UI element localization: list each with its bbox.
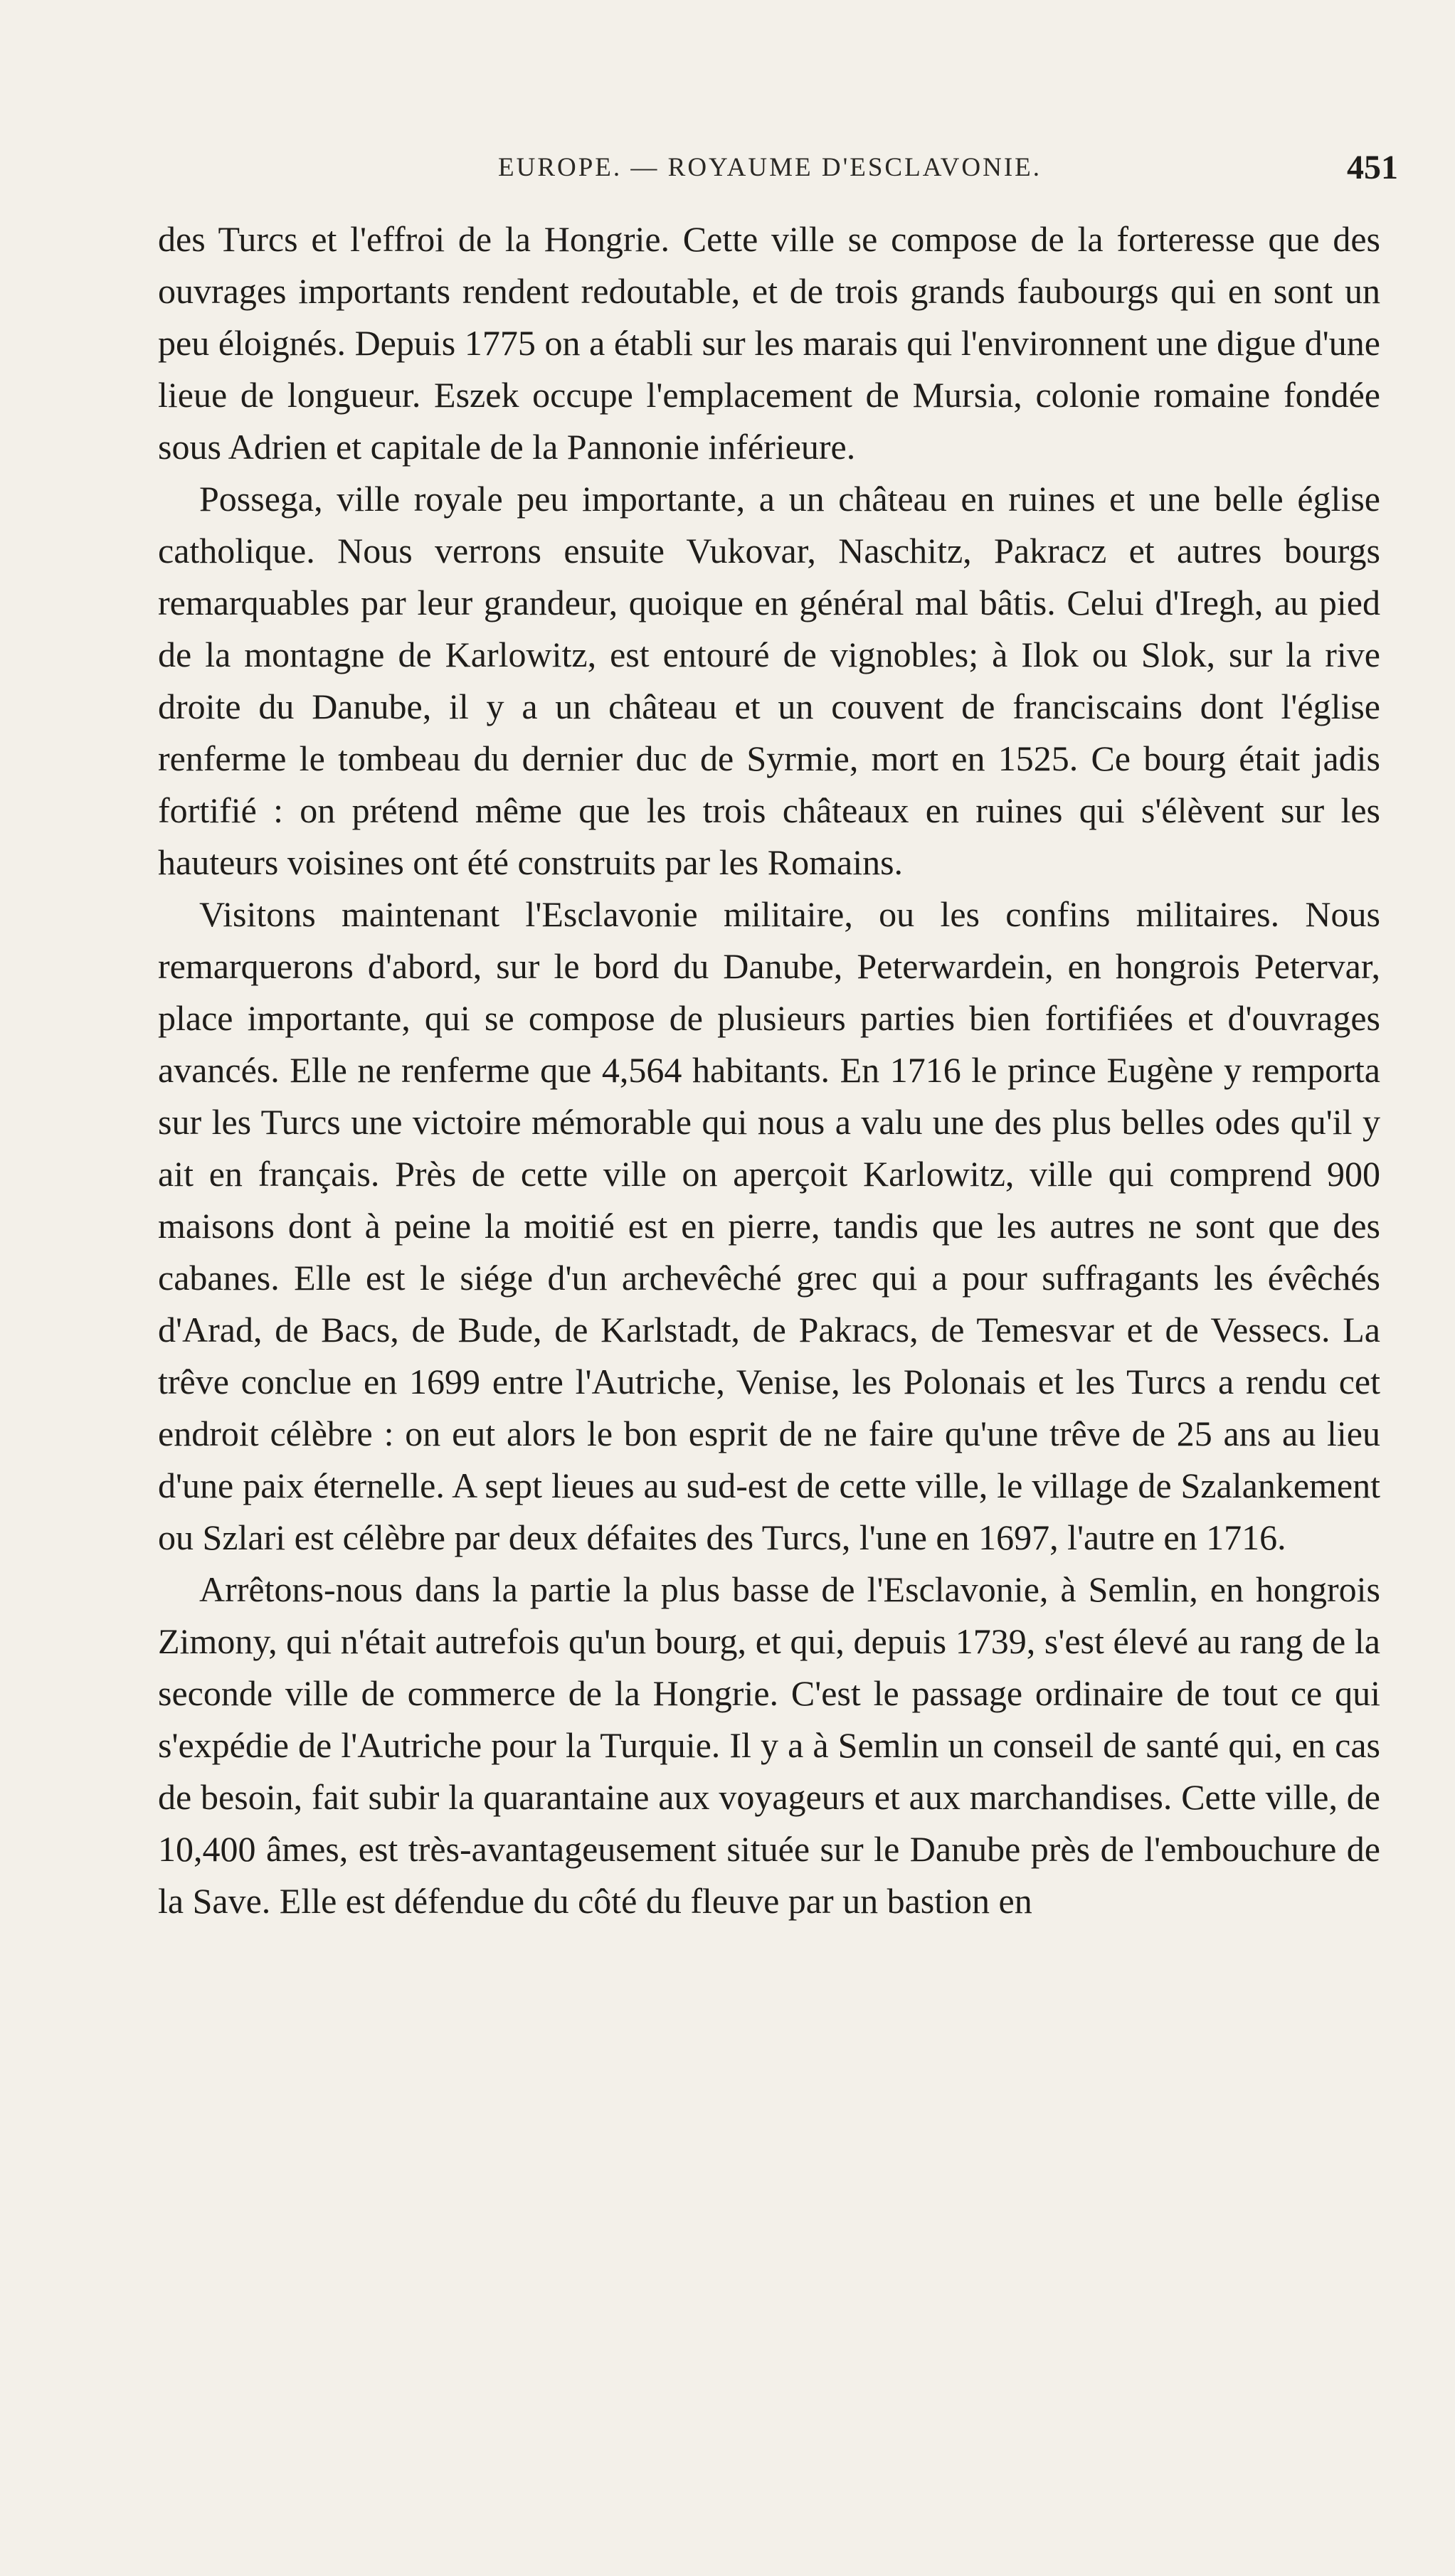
page-number: 451 — [1347, 149, 1398, 186]
page-header — [498, 148, 1398, 194]
paragraph-esclavonie-militaire: Visitons maintenant l'Esclavonie militaire, ou les confins militaires. Nous remarquerons d'abord, sur le bord du Danube, Peterwardein, en hongrois Petervar, place importante, qui se compose de plusieurs parties bien fortifiées et d'ouvrages avancés. Elle ne renferme que 4,564 habitants. En 1716 le prince Eugène y remporta sur les Turcs une victoire mémorable qui nous a valu une des plus belles odes qu'il y ait en français. Près de cette ville on aperçoit Karlowitz, ville qui comprend 900 maisons dont à peine la moitié est en pierre, tandis que les autres ne sont que des cabanes. Elle est le siége d'un archevêché grec qui a pour suffragants les évêchés d'Arad, de Bacs, de Bude, de Karlstadt, de Pakracs, de Temesvar et de Vessecs. La trêve conclue en 1699 entre l'Autriche, Venise, les Polonais et les Turcs a rendu cet endroit célèbre : on eut alors le bon esprit de ne faire qu'une trêve de 25 ans au lieu d'une paix éternelle. A sept lieues au sud-est de cette ville, le village de Szalankement ou Szlari est célèbre par deux défaites des Turcs, l'une en 1697, l'autre en 1716. — [158, 894, 1380, 1557]
running-head: EUROPE. — ROYAUME D'ESCLAVONIE. — [498, 153, 1042, 182]
paragraph-possega: Possega, ville royale peu importante, a un château en ruines et une belle église catholique. Nous verrons ensuite Vukovar, Naschitz, Pakracz et autres bourgs remarquables par leur grandeur, quoique en général mal bâtis. Celui d'Iregh, au pied de la montagne de Karlowitz, est entouré de vignobles; à Ilok ou Slok, sur la rive droite du Danube, il y a un château et un couvent de franciscains dont l'église renferme le tombeau du dernier duc de Syrmie, mort en 1525. Ce bourg était jadis fortifié : on prétend même que les trois châteaux en ruines qui s'élèvent sur les hauteurs voisines ont été construits par les Romains. — [158, 479, 1380, 882]
paragraph-eszek: des Turcs et l'effroi de la Hongrie. Cette ville se compose de la forteresse que des ouvrages importants rendent redoutable, et de trois grands faubourgs qui en sont un peu éloignés. Depuis 1775 on a établi sur les marais qui l'environnent une digue d'une lieue de longueur. Eszek occupe l'emplacement de Mursia, colonie romaine fondée sous Adrien et capitale de la Pannonie inférieure. — [158, 219, 1380, 467]
body-text — [158, 213, 1380, 1927]
paragraph-semlin: Arrêtons-nous dans la partie la plus basse de l'Esclavonie, à Semlin, en hongrois Zimony, qui n'était autrefois qu'un bourg, et qui, depuis 1739, s'est élevé au rang de la seconde ville de commerce de la Hongrie. C'est le passage ordinaire de tout ce qui s'expédie de l'Autriche pour la Turquie. Il y a à Semlin un conseil de santé qui, en cas de besoin, fait subir la quarantaine aux voyageurs et aux marchandises. Cette ville, de 10,400 âmes, est très-avantageusement située sur le Danube près de l'embouchure de la Save. Elle est défendue du côté du fleuve par un bastion en — [158, 1569, 1380, 1921]
